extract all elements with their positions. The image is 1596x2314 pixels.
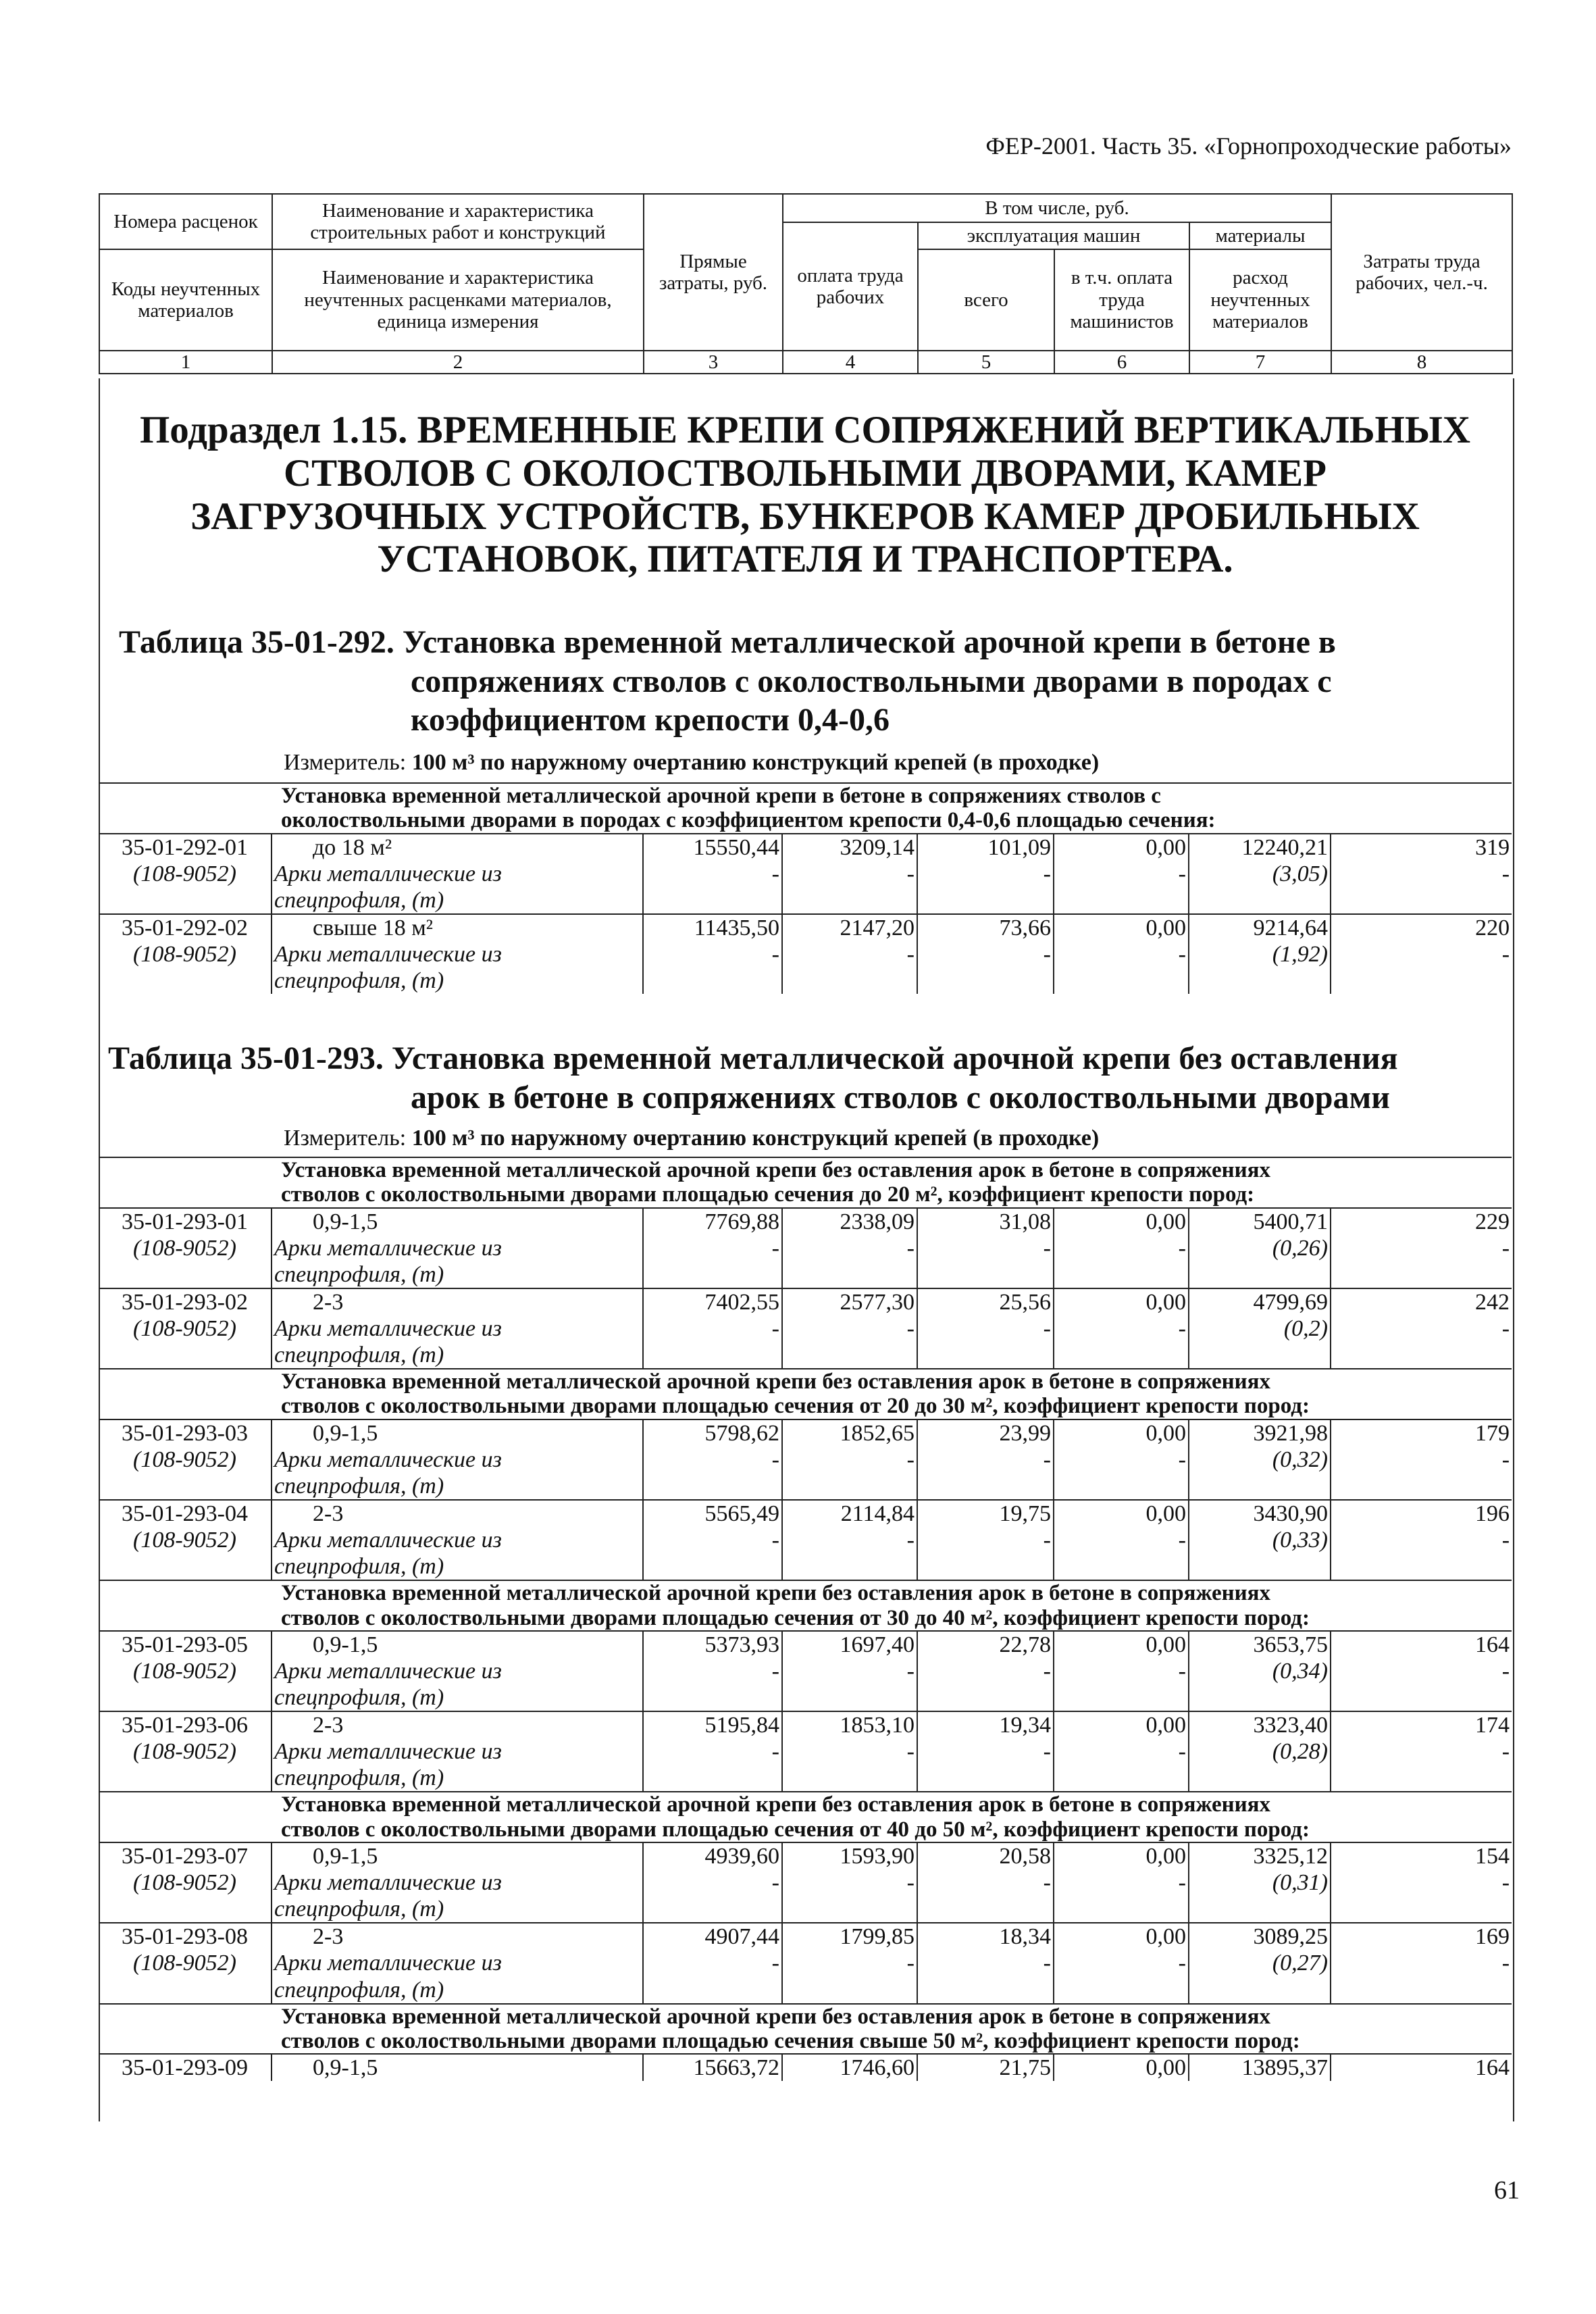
material-consumption: (0,28) [1189, 1738, 1331, 1792]
machine-total: 73,66 [917, 914, 1054, 941]
labor-costs: 169 [1331, 1923, 1512, 1950]
material-name: Арки металлические из спецпрофиля, (т) [272, 1527, 643, 1580]
material-labor: - [1501, 861, 1510, 886]
material-cost: 12240,21 [1189, 834, 1331, 861]
labor-costs: 196 [1331, 1500, 1512, 1527]
material-machine: - [917, 1447, 1054, 1500]
material-machine: - [917, 941, 1054, 994]
col-num-8: 8 [1331, 351, 1512, 374]
table-292-title-line: коэффициентом крепости 0,4-0,6 [411, 702, 890, 738]
operator-pay: 0,00 [1054, 2054, 1189, 2081]
table-293-caption [108, 1039, 1510, 1117]
rate-code: 35-01-293-07 [99, 1842, 272, 1869]
material-name: Арки металлические из спецпрофиля, (т) [272, 1447, 643, 1500]
material-machine: - [917, 1950, 1054, 2003]
material-worker-pay: - [782, 1527, 917, 1580]
meter-value: 100 м³ по наружному очертанию конструкций крепей (в проходке) [411, 1126, 1100, 1151]
material-labor: - [1501, 1739, 1510, 1765]
material-operator: - [1054, 1869, 1189, 1923]
rate-code: 35-01-293-06 [99, 1711, 272, 1738]
col-num-3: 3 [644, 351, 783, 374]
material-code: (108-9052) [99, 1950, 272, 2003]
material-code: (108-9052) [99, 1235, 272, 1288]
material-labor: - [1501, 1528, 1510, 1553]
rate-code: 35-01-293-03 [99, 1419, 272, 1447]
material-worker-pay: - [782, 861, 917, 914]
material-name: Арки металлические из спецпрофиля, (т) [272, 1315, 643, 1369]
rate-code: 35-01-293-04 [99, 1500, 272, 1527]
material-operator: - [1054, 1235, 1189, 1288]
operator-pay: 0,00 [1054, 1288, 1189, 1315]
worker-pay: 1746,60 [782, 2054, 917, 2081]
operator-pay: 0,00 [1054, 914, 1189, 941]
table-row [99, 1923, 1512, 1950]
meter-label: Измеритель: [284, 750, 407, 775]
col-num-7: 7 [1189, 351, 1331, 374]
table-row [99, 1500, 1512, 1527]
table-293-group-heading: Установка временной металлической арочной крепи без оставления арок в бетоне в сопряжениях стволов с околоствольными дворами площадью сечения свыше 50 м², коэффициент крепости пород: [99, 2004, 1512, 2055]
running-header: ФЕР-2001. Часть 35. «Горнопроходческие работы» [985, 132, 1512, 159]
labor-costs: 242 [1331, 1288, 1512, 1315]
material-direct: - [643, 861, 782, 914]
table-row [99, 2054, 1512, 2081]
material-machine: - [917, 1658, 1054, 1711]
col-num-6: 6 [1054, 351, 1189, 374]
direct-costs: 7402,55 [643, 1288, 782, 1315]
header-direct-costs: Прямые затраты, руб. [644, 194, 783, 351]
direct-costs: 4907,44 [643, 1923, 782, 1950]
table-293-label: Таблица 35-01-293. [108, 1040, 384, 1076]
header-worker-pay: оплата труда рабочих [783, 222, 918, 351]
table-293-meter [284, 1126, 1099, 1151]
machine-total: 20,58 [917, 1842, 1054, 1869]
material-row [99, 941, 1512, 994]
work-name: 0,9-1,5 [272, 1419, 643, 1447]
material-name: Арки металлические из спецпрофиля, (т) [272, 1738, 643, 1792]
material-machine: - [917, 861, 1054, 914]
direct-costs: 5798,62 [643, 1419, 782, 1447]
worker-pay: 1852,65 [782, 1419, 917, 1447]
material-labor: - [1501, 1659, 1510, 1684]
worker-pay: 1697,40 [782, 1631, 917, 1658]
material-worker-pay: - [782, 941, 917, 994]
labor-costs: 319 [1331, 834, 1512, 861]
direct-costs: 5565,49 [643, 1500, 782, 1527]
table-292-label: Таблица 35-01-292. [119, 624, 394, 660]
header-labor-costs: Затраты труда рабочих, чел.-ч. [1331, 194, 1512, 351]
material-direct: - [643, 1235, 782, 1288]
work-name: 0,9-1,5 [272, 1631, 643, 1658]
operator-pay: 0,00 [1054, 1711, 1189, 1738]
machine-total: 19,34 [917, 1711, 1054, 1738]
column-header-table [99, 193, 1513, 374]
material-consumption: (0,26) [1189, 1235, 1331, 1288]
table-292-caption [119, 623, 1510, 740]
rate-code: 35-01-293-02 [99, 1288, 272, 1315]
work-name: 2-3 [272, 1500, 643, 1527]
labor-costs: 179 [1331, 1419, 1512, 1447]
material-consumption: (0,34) [1189, 1658, 1331, 1711]
labor-costs: 154 [1331, 1842, 1512, 1869]
material-cost: 3921,98 [1189, 1419, 1331, 1447]
material-labor: - [1501, 1951, 1510, 1976]
col-num-1: 1 [99, 351, 272, 374]
table-292-group-heading: Установка временной металлической арочной крепи в бетоне в сопряжениях стволов с околоствольными дворами в породах с коэффициентом крепости 0,4-0,6 площадью сечения: [99, 783, 1512, 834]
direct-costs: 7769,88 [643, 1208, 782, 1235]
work-name: 2-3 [272, 1288, 643, 1315]
labor-costs: 174 [1331, 1711, 1512, 1738]
worker-pay: 2147,20 [782, 914, 917, 941]
material-operator: - [1054, 1447, 1189, 1500]
material-code: (108-9052) [99, 861, 272, 914]
material-worker-pay: - [782, 1447, 917, 1500]
worker-pay: 2114,84 [782, 1500, 917, 1527]
labor-costs: 220 [1331, 914, 1512, 941]
header-material-consumption: расход неучтенных материалов [1189, 249, 1331, 351]
operator-pay: 0,00 [1054, 834, 1189, 861]
labor-costs: 164 [1331, 1631, 1512, 1658]
material-code: (108-9052) [99, 941, 272, 994]
operator-pay: 0,00 [1054, 1419, 1189, 1447]
material-operator: - [1054, 1950, 1189, 2003]
machine-total: 22,78 [917, 1631, 1054, 1658]
direct-costs: 5195,84 [643, 1711, 782, 1738]
work-name: 0,9-1,5 [272, 1208, 643, 1235]
operator-pay: 0,00 [1054, 1842, 1189, 1869]
col-num-4: 4 [783, 351, 918, 374]
material-row [99, 1738, 1512, 1792]
machine-total: 21,75 [917, 2054, 1054, 2081]
material-name: Арки металлические из спецпрофиля, (т) [272, 861, 643, 914]
material-labor: - [1501, 1447, 1510, 1472]
table-293-group-heading: Установка временной металлической арочной крепи без оставления арок в бетоне в сопряжениях стволов с околоствольными дворами площадью сечения от 40 до 50 м², коэффициент крепости пород: [99, 1792, 1512, 1842]
work-name: 2-3 [272, 1923, 643, 1950]
material-worker-pay: - [782, 1658, 917, 1711]
material-worker-pay: - [782, 1869, 917, 1923]
subsection-title [99, 409, 1512, 581]
material-cost: 5400,71 [1189, 1208, 1331, 1235]
material-cost: 3653,75 [1189, 1631, 1331, 1658]
direct-costs: 15550,44 [643, 834, 782, 861]
material-row [99, 861, 1512, 914]
rate-code: 35-01-293-01 [99, 1208, 272, 1235]
worker-pay: 3209,14 [782, 834, 917, 861]
labor-costs: 229 [1331, 1208, 1512, 1235]
table-row [99, 834, 1512, 861]
material-direct: - [643, 1658, 782, 1711]
rate-code: 35-01-293-09 [99, 2054, 272, 2081]
material-code: (108-9052) [99, 1315, 272, 1369]
material-name: Арки металлические из спецпрофиля, (т) [272, 1950, 643, 2003]
material-row [99, 1658, 1512, 1711]
material-direct: - [643, 1869, 782, 1923]
table-292-title-line: сопряжениях стволов с околоствольными дворами в породах с [411, 663, 1332, 699]
material-cost: 9214,64 [1189, 914, 1331, 941]
material-operator: - [1054, 941, 1189, 994]
material-machine: - [917, 1738, 1054, 1792]
material-code: (108-9052) [99, 1869, 272, 1923]
machine-total: 23,99 [917, 1419, 1054, 1447]
material-row [99, 1315, 1512, 1369]
work-name: 0,9-1,5 [272, 2054, 643, 2081]
operator-pay: 0,00 [1054, 1923, 1189, 1950]
rate-code: 35-01-292-01 [99, 834, 272, 861]
operator-pay: 0,00 [1054, 1631, 1189, 1658]
material-row [99, 1235, 1512, 1288]
material-cost: 3089,25 [1189, 1923, 1331, 1950]
worker-pay: 1853,10 [782, 1711, 917, 1738]
table-293-title-line: Установка временной металлической арочной крепи без оставления [391, 1040, 1398, 1076]
table-293-group-heading: Установка временной металлической арочной крепи без оставления арок в бетоне в сопряжениях стволов с околоствольными дворами площадью сечения до 20 м², коэффициент крепости пород: [99, 1157, 1512, 1208]
material-machine: - [917, 1235, 1054, 1288]
machine-total: 31,08 [917, 1208, 1054, 1235]
table-row [99, 1711, 1512, 1738]
material-labor: - [1501, 1235, 1510, 1261]
operator-pay: 0,00 [1054, 1500, 1189, 1527]
col-num-2: 2 [272, 351, 644, 374]
material-operator: - [1054, 1738, 1189, 1792]
table-293-group-heading: Установка временной металлической арочной крепи без оставления арок в бетоне в сопряжениях стволов с околоствольными дворами площадью сечения от 30 до 40 м², коэффициент крепости пород: [99, 1580, 1512, 1631]
material-operator: - [1054, 1315, 1189, 1369]
material-cost: 3430,90 [1189, 1500, 1331, 1527]
meter-value: 100 м³ по наружному очертанию конструкций крепей (в проходке) [411, 750, 1100, 775]
material-consumption: (3,05) [1189, 861, 1331, 914]
material-name: Арки металлические из спецпрофиля, (т) [272, 1869, 643, 1923]
work-name: 2-3 [272, 1711, 643, 1738]
direct-costs: 15663,72 [643, 2054, 782, 2081]
header-material-codes: Коды неучтенных материалов [99, 249, 272, 351]
table-row [99, 914, 1512, 941]
header-machine-operation: эксплуатация машин [918, 222, 1189, 249]
header-work-name: Наименование и характеристика строительных работ и конструкций [272, 194, 644, 249]
material-direct: - [643, 1738, 782, 1792]
subsection-title-line: Подраздел 1.15. ВРЕМЕННЫЕ КРЕПИ СОПРЯЖЕНИЙ ВЕРТИКАЛЬНЫХ [139, 409, 1471, 451]
table-row [99, 1842, 1512, 1869]
machine-total: 101,09 [917, 834, 1054, 861]
col-num-5: 5 [918, 351, 1054, 374]
machine-total: 25,56 [917, 1288, 1054, 1315]
machine-total: 18,34 [917, 1923, 1054, 1950]
table-293 [99, 1157, 1512, 2081]
meter-label: Измеритель: [284, 1126, 407, 1151]
material-code: (108-9052) [99, 1447, 272, 1500]
material-machine: - [917, 1315, 1054, 1369]
material-operator: - [1054, 1658, 1189, 1711]
worker-pay: 2577,30 [782, 1288, 917, 1315]
material-row [99, 1950, 1512, 2003]
material-direct: - [643, 941, 782, 994]
material-cost: 3323,40 [1189, 1711, 1331, 1738]
material-name: Арки металлические из спецпрофиля, (т) [272, 1235, 643, 1288]
material-machine: - [917, 1527, 1054, 1580]
labor-costs: 164 [1331, 2054, 1512, 2081]
rate-code: 35-01-292-02 [99, 914, 272, 941]
table-292-title-line: Установка временной металлической арочной крепи в бетоне в [402, 624, 1336, 660]
work-name: до 18 м² [272, 834, 643, 861]
page-number: 61 [1494, 2176, 1520, 2205]
subsection-title-line: СТВОЛОВ С ОКОЛОСТВОЛЬНЫМИ ДВОРАМИ, КАМЕР [283, 451, 1327, 495]
material-direct: - [643, 1527, 782, 1580]
table-row [99, 1208, 1512, 1235]
table-row [99, 1631, 1512, 1658]
material-row [99, 1869, 1512, 1923]
material-direct: - [643, 1315, 782, 1369]
direct-costs: 11435,50 [643, 914, 782, 941]
material-cost: 3325,12 [1189, 1842, 1331, 1869]
header-material-names: Наименование и характеристика неучтенных расценками материалов, единица измерения [272, 249, 644, 351]
table-292 [99, 782, 1512, 994]
material-consumption: (0,2) [1189, 1315, 1331, 1369]
material-direct: - [643, 1447, 782, 1500]
material-consumption: (0,31) [1189, 1869, 1331, 1923]
material-consumption: (0,27) [1189, 1950, 1331, 2003]
material-labor: - [1501, 1315, 1510, 1341]
table-row [99, 1288, 1512, 1315]
material-worker-pay: - [782, 1950, 917, 2003]
material-labor: - [1501, 941, 1510, 967]
material-consumption: (0,33) [1189, 1527, 1331, 1580]
table-row [99, 1419, 1512, 1447]
machine-total: 19,75 [917, 1500, 1054, 1527]
rate-code: 35-01-293-05 [99, 1631, 272, 1658]
header-including: В том числе, руб. [783, 194, 1331, 222]
work-name: свыше 18 м² [272, 914, 643, 941]
worker-pay: 1799,85 [782, 1923, 917, 1950]
worker-pay: 1593,90 [782, 1842, 917, 1869]
material-name: Арки металлические из спецпрофиля, (т) [272, 1658, 643, 1711]
material-operator: - [1054, 1527, 1189, 1580]
material-code: (108-9052) [99, 1738, 272, 1792]
direct-costs: 5373,93 [643, 1631, 782, 1658]
subsection-title-line: УСТАНОВОК, ПИТАТЕЛЯ И ТРАНСПОРТЕРА. [377, 538, 1233, 581]
material-row [99, 1527, 1512, 1580]
operator-pay: 0,00 [1054, 1208, 1189, 1235]
table-293-group-heading: Установка временной металлической арочной крепи без оставления арок в бетоне в сопряжениях стволов с околоствольными дворами площадью сечения от 20 до 30 м², коэффициент крепости пород: [99, 1369, 1512, 1419]
header-operator-pay: в т.ч. оплата труда машинистов [1054, 249, 1189, 351]
table-292-meter [284, 750, 1099, 776]
header-materials: материалы [1189, 222, 1331, 249]
material-worker-pay: - [782, 1738, 917, 1792]
material-machine: - [917, 1869, 1054, 1923]
worker-pay: 2338,09 [782, 1208, 917, 1235]
material-code: (108-9052) [99, 1658, 272, 1711]
material-direct: - [643, 1950, 782, 2003]
material-consumption: (1,92) [1189, 941, 1331, 994]
header-machine-total: всего [918, 249, 1054, 351]
material-operator: - [1054, 861, 1189, 914]
material-code: (108-9052) [99, 1527, 272, 1580]
material-consumption: (0,32) [1189, 1447, 1331, 1500]
material-row [99, 1447, 1512, 1500]
material-worker-pay: - [782, 1315, 917, 1369]
rate-code: 35-01-293-08 [99, 1923, 272, 1950]
material-name: Арки металлические из спецпрофиля, (т) [272, 941, 643, 994]
subsection-title-line: ЗАГРУЗОЧНЫХ УСТРОЙСТВ, БУНКЕРОВ КАМЕР ДРОБИЛЬНЫХ [190, 495, 1420, 538]
direct-costs: 4939,60 [643, 1842, 782, 1869]
material-cost: 13895,37 [1189, 2054, 1331, 2081]
material-labor: - [1501, 1870, 1510, 1896]
header-rate-number: Номера расценок [99, 194, 272, 249]
table-293-title-line: арок в бетоне в сопряжениях стволов с околоствольными дворами [411, 1079, 1390, 1115]
work-name: 0,9-1,5 [272, 1842, 643, 1869]
material-worker-pay: - [782, 1235, 917, 1288]
material-cost: 4799,69 [1189, 1288, 1331, 1315]
